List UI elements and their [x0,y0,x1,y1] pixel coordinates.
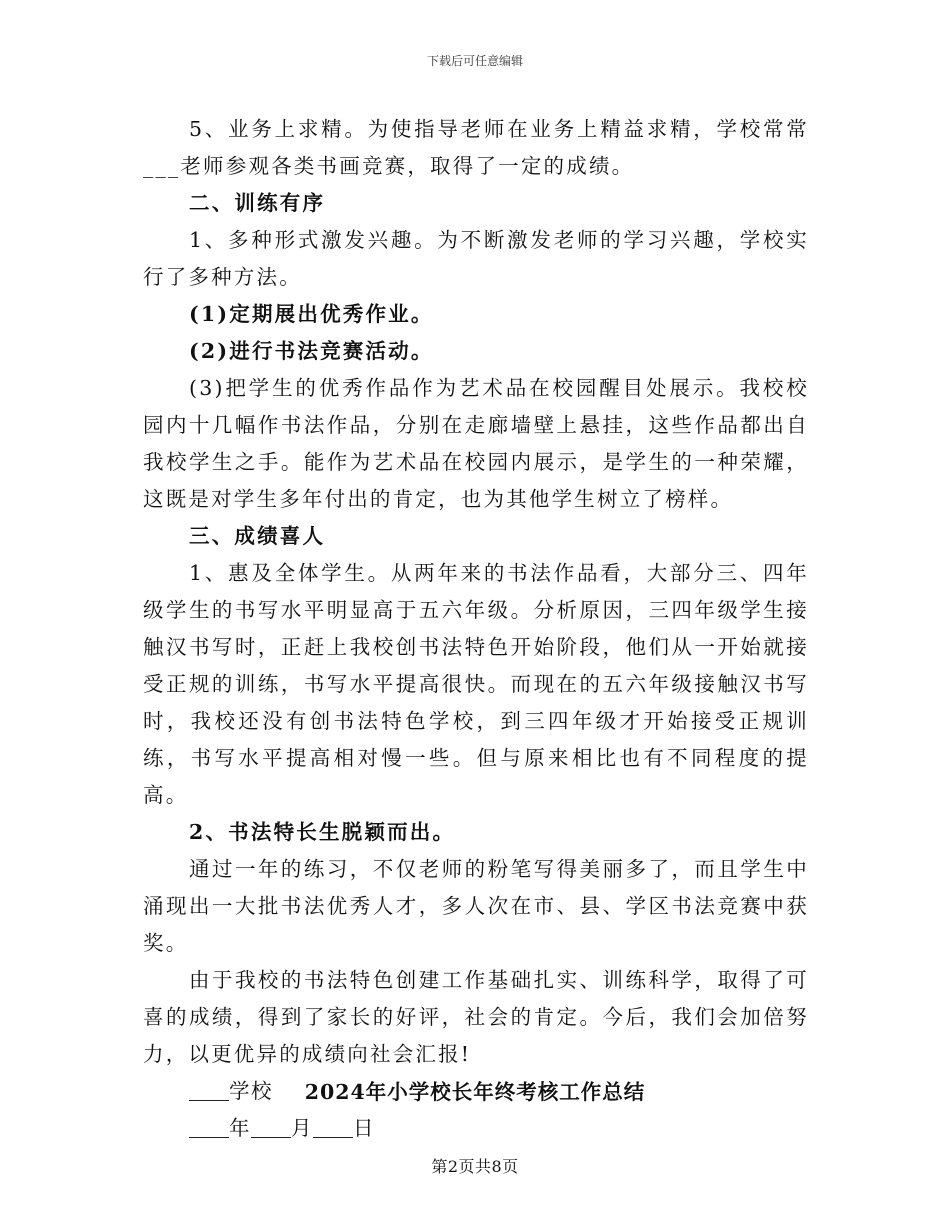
paragraph: 1、惠及全体学生。从两年来的书法作品看，大部分三、四年级学生的书写水平明显高于五六年级。分析原因，三四年级学生接触汉书写时，正赶上我校创书法特色开始阶段，他们从一开始就接受正规的训练，书写水平提高很快。而现在的五六年级接触汉书写时，我校还没有创书法特色学校，到三四年级才开始接受正规训练，书写水平提高相对慢一些。但与原来相比也有不同程度的提高。 [143,561,809,807]
month-blank [251,1115,291,1138]
school-label: 学校 [229,1079,273,1103]
paragraph: 由于我校的书法特色创建工作基础扎实、训练科学，取得了可喜的成绩，得到了家长的好评，社会的肯定。今后，我们会加倍努力，以更优异的成绩向社会汇报! [143,968,809,1066]
section-heading: 二、训练有序 [189,191,326,215]
paragraph: 通过一年的练习，不仅老师的粉笔写得美丽多了，而且学生中涌现出一大批书法优秀人才，多人次在市、县、学区书法竞赛中获奖。 [143,857,809,955]
subheading: 2、书法特长生脱颖而出。 [189,820,456,844]
page-header-note: 下载后可任意编辑 [426,54,523,68]
paragraph: (3)把学生的优秀作品作为艺术品在校园醒目处展示。我校校园内十几幅作书法作品，分别在走廊墙壁上悬挂，这些作品都出自我校学生之手。能作为艺术品在校园内展示，是学生的一种荣耀，这既是对学生多年付出的肯定，也为其他学生树立了榜样。 [143,376,809,511]
document-body [143,111,809,1147]
subheading: (2)进行书法竞赛活动。 [189,339,434,363]
year-label: 年 [229,1116,251,1140]
signature-date-line [143,1110,809,1147]
year-blank [189,1115,229,1138]
section-heading: 三、成绩喜人 [189,524,326,548]
paragraph: 1、多种形式激发兴趣。为不断激发老师的学习兴趣，学校实行了多种方法。 [143,228,809,289]
subheading: (1)定期展出优秀作业。 [189,302,434,326]
paragraph: 5、业务上求精。为使指导老师在业务上精益求精，学校常常___老师参观各类书画竞赛，取得了一定的成绩。 [143,117,809,178]
month-label: 月 [291,1116,313,1140]
day-blank [313,1115,353,1138]
next-document-title: 2024年小学校长年终考核工作总结 [304,1080,646,1104]
page-number-footer: 第2页共8页 [431,1157,519,1176]
day-label: 日 [353,1116,375,1140]
